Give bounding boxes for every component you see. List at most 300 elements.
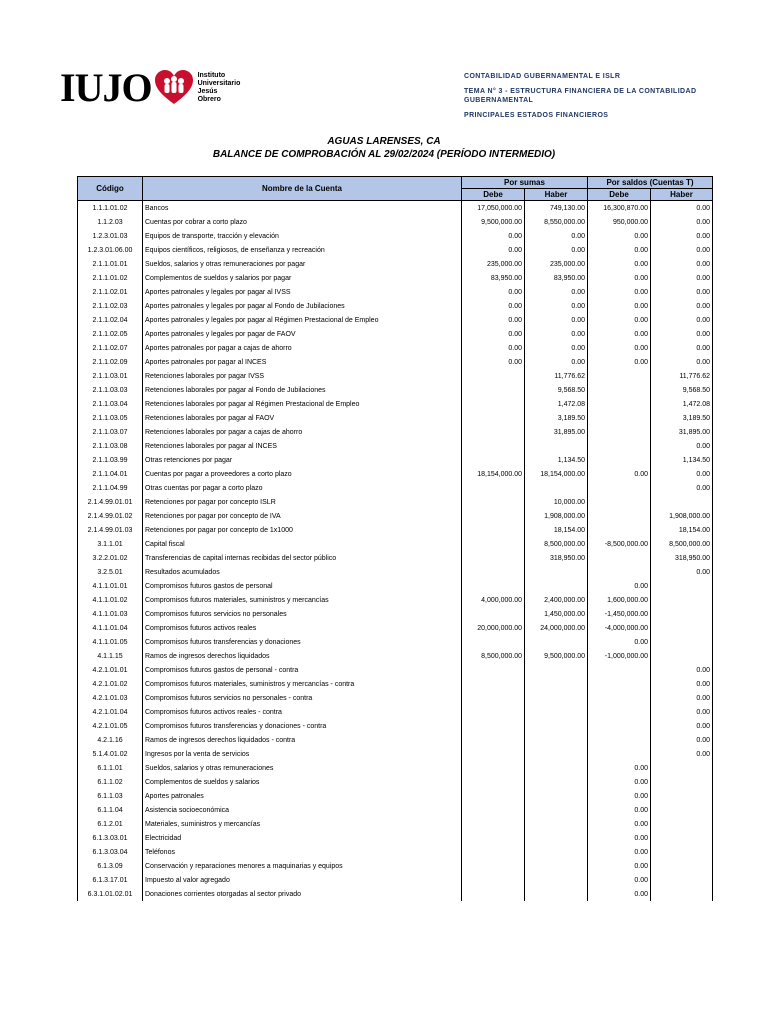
table-row bbox=[78, 285, 713, 299]
saldos-debe: 950,000.00 bbox=[588, 215, 651, 229]
saldos-haber bbox=[651, 803, 713, 817]
saldos-debe: 0.00 bbox=[588, 327, 651, 341]
sumas-haber bbox=[525, 719, 588, 733]
sumas-debe bbox=[462, 733, 525, 747]
saldos-debe: -4,000,000.00 bbox=[588, 621, 651, 635]
sumas-haber: 3,189.50 bbox=[525, 411, 588, 425]
account-code: 4.2.1.16 bbox=[78, 733, 143, 747]
saldos-haber: 0.00 bbox=[651, 215, 713, 229]
account-code: 2.1.1.01.02 bbox=[78, 271, 143, 285]
sumas-haber: 18,154,000.00 bbox=[525, 467, 588, 481]
account-code: 3.1.1.01 bbox=[78, 537, 143, 551]
saldos-debe: 1,600,000.00 bbox=[588, 593, 651, 607]
saldos-haber bbox=[651, 789, 713, 803]
sumas-haber bbox=[525, 705, 588, 719]
account-code: 2.1.1.02.07 bbox=[78, 341, 143, 355]
account-code: 6.1.1.04 bbox=[78, 803, 143, 817]
sumas-debe bbox=[462, 677, 525, 691]
account-name: Ingresos por la venta de servicios bbox=[143, 747, 462, 761]
sumas-haber bbox=[525, 733, 588, 747]
saldos-debe bbox=[588, 523, 651, 537]
account-code: 2.1.1.03.03 bbox=[78, 383, 143, 397]
sumas-haber: 1,450,000.00 bbox=[525, 607, 588, 621]
sumas-haber bbox=[525, 677, 588, 691]
saldos-debe: 0.00 bbox=[588, 789, 651, 803]
saldos-haber: 318,950.00 bbox=[651, 551, 713, 565]
account-name: Retenciones laborales por pagar al FAOV bbox=[143, 411, 462, 425]
account-name: Cuentas por cobrar a corto plazo bbox=[143, 215, 462, 229]
account-name: Complementos de sueldos y salarios bbox=[143, 775, 462, 789]
account-name: Cuentas por pagar a proveedores a corto plazo bbox=[143, 467, 462, 481]
saldos-haber: 1,908,000.00 bbox=[651, 509, 713, 523]
account-name: Retenciones laborales por pagar al Régimen Prestacional de Empleo bbox=[143, 397, 462, 411]
table-row bbox=[78, 593, 713, 607]
account-code: 4.1.1.01.03 bbox=[78, 607, 143, 621]
saldos-debe bbox=[588, 747, 651, 761]
account-name: Electricidad bbox=[143, 831, 462, 845]
saldos-debe: 0.00 bbox=[588, 817, 651, 831]
table-row bbox=[78, 397, 713, 411]
saldos-haber: 3,189.50 bbox=[651, 411, 713, 425]
account-name: Compromisos futuros transferencias y donaciones bbox=[143, 635, 462, 649]
col-group-sumas: Por sumas bbox=[462, 177, 588, 189]
sumas-debe bbox=[462, 789, 525, 803]
account-name: Conservación y reparaciones menores a maquinarias y equipos bbox=[143, 859, 462, 873]
account-name: Bancos bbox=[143, 201, 462, 216]
account-code: 2.1.1.03.05 bbox=[78, 411, 143, 425]
saldos-haber: 0.00 bbox=[651, 705, 713, 719]
saldos-haber: 9,568.50 bbox=[651, 383, 713, 397]
saldos-haber: 0.00 bbox=[651, 733, 713, 747]
sumas-debe bbox=[462, 831, 525, 845]
sumas-debe: 0.00 bbox=[462, 341, 525, 355]
sumas-debe bbox=[462, 873, 525, 887]
table-row bbox=[78, 313, 713, 327]
sumas-haber: 8,500,000.00 bbox=[525, 537, 588, 551]
saldos-haber: 0.00 bbox=[651, 691, 713, 705]
sumas-haber: 9,568.50 bbox=[525, 383, 588, 397]
section-title: PRINCIPALES ESTADOS FINANCIEROS bbox=[464, 112, 609, 119]
sumas-debe: 0.00 bbox=[462, 313, 525, 327]
sumas-debe bbox=[462, 495, 525, 509]
table-row bbox=[78, 229, 713, 243]
saldos-haber: 0.00 bbox=[651, 257, 713, 271]
table-row bbox=[78, 341, 713, 355]
table-row bbox=[78, 299, 713, 313]
account-name: Aportes patronales y legales por pagar al IVSS bbox=[143, 285, 462, 299]
account-code: 4.2.1.01.04 bbox=[78, 705, 143, 719]
account-code: 2.1.1.03.07 bbox=[78, 425, 143, 439]
sumas-haber bbox=[525, 789, 588, 803]
sumas-debe bbox=[462, 523, 525, 537]
account-name: Compromisos futuros servicios no personales bbox=[143, 607, 462, 621]
course-title: CONTABILIDAD GUBERNAMENTAL E ISLR bbox=[464, 73, 621, 80]
table-row bbox=[78, 523, 713, 537]
table-row bbox=[78, 201, 713, 216]
saldos-debe bbox=[588, 425, 651, 439]
col-header-sumas-haber: Haber bbox=[525, 189, 588, 201]
sumas-debe bbox=[462, 761, 525, 775]
account-name: Equipos científicos, religiosos, de enseñanza y recreación bbox=[143, 243, 462, 257]
saldos-debe: 0.00 bbox=[588, 873, 651, 887]
col-header-saldos-debe: Debe bbox=[588, 189, 651, 201]
sumas-haber bbox=[525, 691, 588, 705]
table-row bbox=[78, 649, 713, 663]
sumas-haber: 1,134.50 bbox=[525, 453, 588, 467]
account-name: Retenciones laborales por pagar IVSS bbox=[143, 369, 462, 383]
sumas-haber: 0.00 bbox=[525, 243, 588, 257]
account-code: 6.3.1.01.02.01 bbox=[78, 887, 143, 901]
account-code: 2.1.4.99.01.03 bbox=[78, 523, 143, 537]
table-row bbox=[78, 691, 713, 705]
sumas-haber: 0.00 bbox=[525, 229, 588, 243]
sumas-haber: 1,472.08 bbox=[525, 397, 588, 411]
sumas-debe bbox=[462, 719, 525, 733]
account-code: 1.2.3.01.06.00 bbox=[78, 243, 143, 257]
saldos-debe: 0.00 bbox=[588, 299, 651, 313]
saldos-haber bbox=[651, 761, 713, 775]
sumas-haber: 0.00 bbox=[525, 299, 588, 313]
table-row bbox=[78, 327, 713, 341]
saldos-haber: 0.00 bbox=[651, 271, 713, 285]
account-code: 4.1.1.01.01 bbox=[78, 579, 143, 593]
table-row bbox=[78, 775, 713, 789]
saldos-haber bbox=[651, 873, 713, 887]
saldos-haber: 0.00 bbox=[651, 719, 713, 733]
sumas-haber: 9,500,000.00 bbox=[525, 649, 588, 663]
saldos-debe: 0.00 bbox=[588, 313, 651, 327]
sumas-debe bbox=[462, 747, 525, 761]
saldos-haber: 0.00 bbox=[651, 327, 713, 341]
saldos-debe: 0.00 bbox=[588, 285, 651, 299]
account-name: Compromisos futuros gastos de personal - contra bbox=[143, 663, 462, 677]
account-name: Otras retenciones por pagar bbox=[143, 453, 462, 467]
account-name: Compromisos futuros activos reales - contra bbox=[143, 705, 462, 719]
table-row bbox=[78, 355, 713, 369]
account-name: Resultados acumulados bbox=[143, 565, 462, 579]
sumas-haber bbox=[525, 803, 588, 817]
account-code: 6.1.3.09 bbox=[78, 859, 143, 873]
sumas-debe: 83,950.00 bbox=[462, 271, 525, 285]
sumas-debe: 17,050,000.00 bbox=[462, 201, 525, 216]
sumas-debe bbox=[462, 565, 525, 579]
sumas-debe bbox=[462, 705, 525, 719]
account-code: 6.1.3.17.01 bbox=[78, 873, 143, 887]
table-row bbox=[78, 495, 713, 509]
account-name: Impuesto al valor agregado bbox=[143, 873, 462, 887]
saldos-haber bbox=[651, 775, 713, 789]
account-code: 4.2.1.01.01 bbox=[78, 663, 143, 677]
table-row bbox=[78, 579, 713, 593]
sumas-haber bbox=[525, 635, 588, 649]
company-name: AGUAS LARENSES, CA bbox=[327, 136, 441, 147]
saldos-debe: 0.00 bbox=[588, 467, 651, 481]
saldos-haber: 0.00 bbox=[651, 747, 713, 761]
sumas-haber bbox=[525, 579, 588, 593]
sumas-debe: 235,000.00 bbox=[462, 257, 525, 271]
saldos-debe bbox=[588, 565, 651, 579]
sumas-debe bbox=[462, 817, 525, 831]
table-row bbox=[78, 425, 713, 439]
sumas-haber: 235,000.00 bbox=[525, 257, 588, 271]
account-code: 4.2.1.01.03 bbox=[78, 691, 143, 705]
account-name: Aportes patronales y legales por pagar de FAOV bbox=[143, 327, 462, 341]
sumas-haber: 31,895.00 bbox=[525, 425, 588, 439]
sumas-haber bbox=[525, 481, 588, 495]
sumas-debe: 8,500,000.00 bbox=[462, 649, 525, 663]
account-code: 2.1.1.02.04 bbox=[78, 313, 143, 327]
account-code: 3.2.5.01 bbox=[78, 565, 143, 579]
course-header bbox=[464, 72, 724, 126]
account-name: Retenciones por pagar por concepto de 1x1000 bbox=[143, 523, 462, 537]
col-header-nombre: Nombre de la Cuenta bbox=[143, 177, 462, 201]
saldos-haber: 0.00 bbox=[651, 243, 713, 257]
account-name: Retenciones laborales por pagar a cajas de ahorro bbox=[143, 425, 462, 439]
account-name: Materiales, suministros y mercancías bbox=[143, 817, 462, 831]
account-name: Retenciones laborales por pagar al Fondo de Jubilaciones bbox=[143, 383, 462, 397]
saldos-debe bbox=[588, 453, 651, 467]
saldos-haber: 1,134.50 bbox=[651, 453, 713, 467]
saldos-debe: -1,000,000.00 bbox=[588, 649, 651, 663]
account-name: Sueldos, salarios y otras remuneraciones bbox=[143, 761, 462, 775]
sumas-debe: 0.00 bbox=[462, 229, 525, 243]
account-name: Asistencia socioeconómica bbox=[143, 803, 462, 817]
account-code: 2.1.1.04.99 bbox=[78, 481, 143, 495]
col-header-sumas-debe: Debe bbox=[462, 189, 525, 201]
sumas-debe bbox=[462, 691, 525, 705]
sumas-haber bbox=[525, 817, 588, 831]
account-name: Ramos de ingresos derechos liquidados - contra bbox=[143, 733, 462, 747]
saldos-haber bbox=[651, 495, 713, 509]
sumas-haber: 2,400,000.00 bbox=[525, 593, 588, 607]
account-code: 2.1.1.02.09 bbox=[78, 355, 143, 369]
sumas-haber: 318,950.00 bbox=[525, 551, 588, 565]
saldos-debe: 0.00 bbox=[588, 271, 651, 285]
account-name: Capital fiscal bbox=[143, 537, 462, 551]
sumas-debe: 18,154,000.00 bbox=[462, 467, 525, 481]
saldos-debe bbox=[588, 411, 651, 425]
saldos-haber: 1,472.08 bbox=[651, 397, 713, 411]
sumas-haber: 0.00 bbox=[525, 355, 588, 369]
account-name: Retenciones por pagar por concepto de IVA bbox=[143, 509, 462, 523]
saldos-debe bbox=[588, 719, 651, 733]
saldos-debe bbox=[588, 705, 651, 719]
saldos-debe: 0.00 bbox=[588, 775, 651, 789]
sumas-haber: 24,000,000.00 bbox=[525, 621, 588, 635]
sumas-haber bbox=[525, 663, 588, 677]
sumas-haber bbox=[525, 761, 588, 775]
table-row bbox=[78, 481, 713, 495]
account-code: 6.1.3.03.04 bbox=[78, 845, 143, 859]
saldos-debe: 0.00 bbox=[588, 579, 651, 593]
saldos-debe bbox=[588, 439, 651, 453]
account-name: Sueldos, salarios y otras remuneraciones por pagar bbox=[143, 257, 462, 271]
saldos-haber: 0.00 bbox=[651, 341, 713, 355]
account-name: Retenciones por pagar por concepto ISLR bbox=[143, 495, 462, 509]
table-row bbox=[78, 467, 713, 481]
saldos-debe: 16,300,870.00 bbox=[588, 201, 651, 216]
account-code: 1.1.2.03 bbox=[78, 215, 143, 229]
saldos-debe: 0.00 bbox=[588, 341, 651, 355]
table-row bbox=[78, 733, 713, 747]
account-code: 5.1.4.01.02 bbox=[78, 747, 143, 761]
sumas-debe bbox=[462, 551, 525, 565]
saldos-debe: 0.00 bbox=[588, 257, 651, 271]
sumas-debe: 0.00 bbox=[462, 285, 525, 299]
saldos-debe: 0.00 bbox=[588, 845, 651, 859]
sumas-debe bbox=[462, 663, 525, 677]
account-code: 4.1.1.01.05 bbox=[78, 635, 143, 649]
sumas-haber bbox=[525, 775, 588, 789]
saldos-debe: 0.00 bbox=[588, 859, 651, 873]
saldos-haber: 0.00 bbox=[651, 285, 713, 299]
sumas-haber: 10,000.00 bbox=[525, 495, 588, 509]
sumas-haber bbox=[525, 831, 588, 845]
table-row bbox=[78, 705, 713, 719]
table-row bbox=[78, 243, 713, 257]
col-group-saldos: Por saldos (Cuentas T) bbox=[588, 177, 713, 189]
account-code: 2.1.1.02.01 bbox=[78, 285, 143, 299]
sumas-debe bbox=[462, 607, 525, 621]
account-code: 2.1.4.99.01.02 bbox=[78, 509, 143, 523]
sumas-debe bbox=[462, 481, 525, 495]
account-code: 2.1.1.02.03 bbox=[78, 299, 143, 313]
sumas-debe bbox=[462, 397, 525, 411]
sumas-debe bbox=[462, 635, 525, 649]
saldos-debe bbox=[588, 495, 651, 509]
account-name: Compromisos futuros activos reales bbox=[143, 621, 462, 635]
logo-text: IUJO bbox=[60, 65, 152, 110]
table-row bbox=[78, 215, 713, 229]
table-row bbox=[78, 873, 713, 887]
account-name: Ramos de ingresos derechos liquidados bbox=[143, 649, 462, 663]
saldos-haber bbox=[651, 887, 713, 901]
account-name: Aportes patronales y legales por pagar al Régimen Prestacional de Empleo bbox=[143, 313, 462, 327]
saldos-debe bbox=[588, 663, 651, 677]
account-code: 2.1.1.03.01 bbox=[78, 369, 143, 383]
sumas-haber: 0.00 bbox=[525, 285, 588, 299]
saldos-haber bbox=[651, 831, 713, 845]
table-row bbox=[78, 803, 713, 817]
table-row bbox=[78, 369, 713, 383]
table-row bbox=[78, 453, 713, 467]
saldos-haber bbox=[651, 593, 713, 607]
logo-institution-name: Instituto Universitario Jesús Obrero bbox=[197, 72, 241, 103]
account-name: Compromisos futuros materiales, suministros y mercancías - contra bbox=[143, 677, 462, 691]
saldos-haber: 8,500,000.00 bbox=[651, 537, 713, 551]
saldos-haber bbox=[651, 579, 713, 593]
saldos-debe bbox=[588, 551, 651, 565]
trial-balance-table bbox=[77, 176, 713, 901]
account-code: 4.1.1.01.04 bbox=[78, 621, 143, 635]
table-row bbox=[78, 271, 713, 285]
account-code: 4.1.1.01.02 bbox=[78, 593, 143, 607]
account-name: Aportes patronales bbox=[143, 789, 462, 803]
table-row bbox=[78, 663, 713, 677]
saldos-debe: 0.00 bbox=[588, 761, 651, 775]
saldos-haber bbox=[651, 859, 713, 873]
account-name: Compromisos futuros servicios no personales - contra bbox=[143, 691, 462, 705]
saldos-haber: 0.00 bbox=[651, 467, 713, 481]
saldos-debe: 0.00 bbox=[588, 243, 651, 257]
table-row bbox=[78, 887, 713, 901]
table-row bbox=[78, 509, 713, 523]
sumas-debe bbox=[462, 775, 525, 789]
saldos-haber: 11,776.62 bbox=[651, 369, 713, 383]
sumas-debe: 0.00 bbox=[462, 243, 525, 257]
sumas-debe bbox=[462, 887, 525, 901]
account-code: 2.1.1.04.01 bbox=[78, 467, 143, 481]
sumas-debe bbox=[462, 453, 525, 467]
account-name: Aportes patronales y legales por pagar al Fondo de Jubilaciones bbox=[143, 299, 462, 313]
saldos-haber: 31,895.00 bbox=[651, 425, 713, 439]
saldos-debe bbox=[588, 691, 651, 705]
saldos-debe bbox=[588, 369, 651, 383]
sumas-haber bbox=[525, 439, 588, 453]
table-row bbox=[78, 411, 713, 425]
table-row bbox=[78, 859, 713, 873]
account-code: 2.1.4.99.01.01 bbox=[78, 495, 143, 509]
account-code: 4.2.1.01.05 bbox=[78, 719, 143, 733]
account-code: 2.1.1.01.01 bbox=[78, 257, 143, 271]
table-row bbox=[78, 761, 713, 775]
table-row bbox=[78, 817, 713, 831]
table-row bbox=[78, 565, 713, 579]
sumas-debe bbox=[462, 845, 525, 859]
col-header-saldos-haber: Haber bbox=[651, 189, 713, 201]
account-code: 6.1.2.01 bbox=[78, 817, 143, 831]
table-row bbox=[78, 383, 713, 397]
sumas-debe bbox=[462, 803, 525, 817]
sumas-haber: 83,950.00 bbox=[525, 271, 588, 285]
saldos-haber: 0.00 bbox=[651, 201, 713, 216]
saldos-haber bbox=[651, 621, 713, 635]
account-name: Complementos de sueldos y salarios por pagar bbox=[143, 271, 462, 285]
sumas-haber: 1,908,000.00 bbox=[525, 509, 588, 523]
sumas-haber bbox=[525, 845, 588, 859]
account-name: Aportes patronales por pagar al INCES bbox=[143, 355, 462, 369]
account-name: Aportes patronales por pagar a cajas de ahorro bbox=[143, 341, 462, 355]
account-code: 4.1.1.15 bbox=[78, 649, 143, 663]
saldos-debe bbox=[588, 509, 651, 523]
saldos-debe: 0.00 bbox=[588, 635, 651, 649]
sumas-debe: 0.00 bbox=[462, 327, 525, 341]
sumas-debe: 0.00 bbox=[462, 355, 525, 369]
saldos-haber bbox=[651, 817, 713, 831]
saldos-haber: 0.00 bbox=[651, 299, 713, 313]
saldos-debe: 0.00 bbox=[588, 887, 651, 901]
sumas-debe bbox=[462, 509, 525, 523]
saldos-haber bbox=[651, 635, 713, 649]
saldos-haber: 0.00 bbox=[651, 229, 713, 243]
table-row bbox=[78, 789, 713, 803]
saldos-debe: 0.00 bbox=[588, 831, 651, 845]
table-row bbox=[78, 635, 713, 649]
sumas-haber bbox=[525, 565, 588, 579]
account-name: Compromisos futuros transferencias y donaciones - contra bbox=[143, 719, 462, 733]
account-code: 2.1.1.03.04 bbox=[78, 397, 143, 411]
saldos-haber: 0.00 bbox=[651, 565, 713, 579]
sumas-debe: 20,000,000.00 bbox=[462, 621, 525, 635]
account-name: Compromisos futuros materiales, suministros y mercancías bbox=[143, 593, 462, 607]
sumas-haber bbox=[525, 859, 588, 873]
table-row bbox=[78, 537, 713, 551]
account-name: Transferencias de capital internas recibidas del sector público bbox=[143, 551, 462, 565]
saldos-haber: 0.00 bbox=[651, 355, 713, 369]
saldos-haber: 0.00 bbox=[651, 677, 713, 691]
saldos-debe bbox=[588, 677, 651, 691]
table-row bbox=[78, 257, 713, 271]
